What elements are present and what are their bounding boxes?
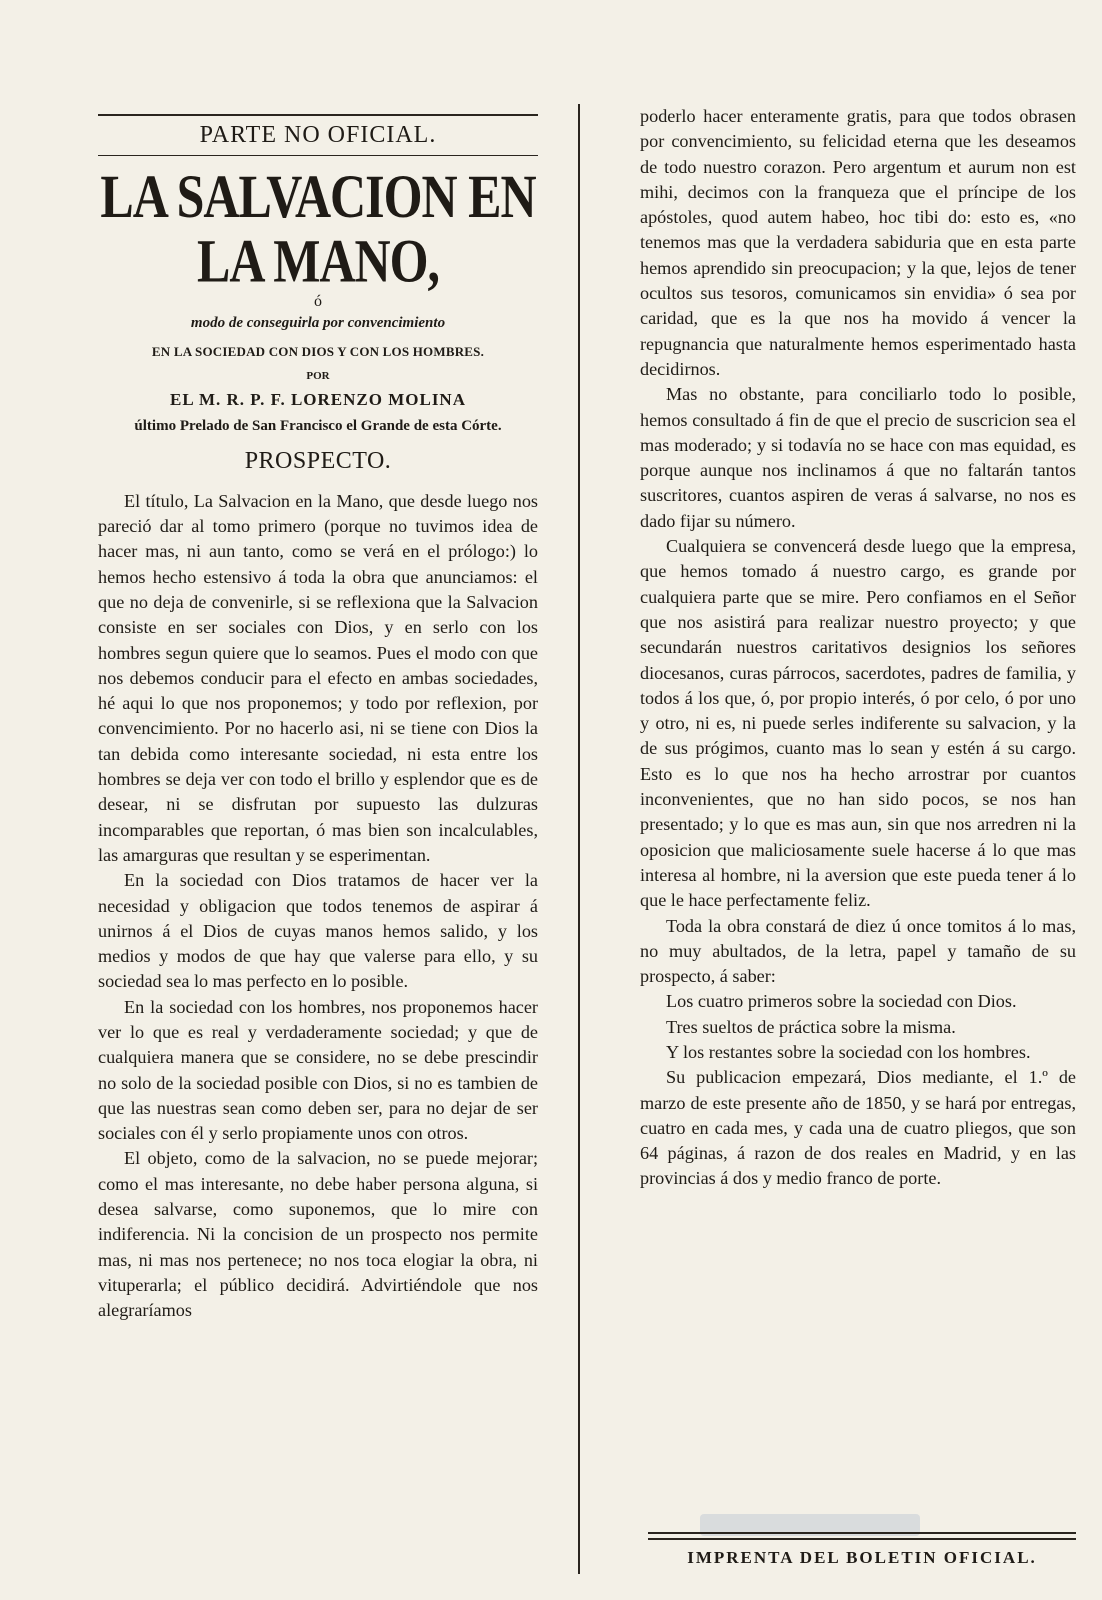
prospecto-heading: PROSPECTO. <box>244 447 392 474</box>
heading-rule <box>98 155 538 156</box>
paragraph: En la sociedad con Dios tratamos de hacer ver la necesidad y obligacion que todos tenemos de aspirar á unirnos á el Dios de cuyas manos hemos salido, y los medios y modos de que hay que valerse para ello, y su sociedad sea lo mas perfecto en lo posible. <box>98 870 538 992</box>
paragraph: Y los restantes sobre la sociedad con los hombres. <box>666 1041 1031 1062</box>
right-body <box>640 104 1076 1192</box>
section-heading: PARTE NO OFICIAL. <box>199 122 437 148</box>
right-column <box>640 104 1076 1192</box>
paragraph: El título, La Salvacion en la Mano, que desde luego nos pareció dar al tomo primero (porque no tuvimos idea de hacer mas, ni aun tanto, como se verá en el prólogo:) lo hemos hecho estensivo á toda la obra que anunciamos: el que no deja de convenirle, si se reflexiona que la Salvacion consiste en ser sociales con Dios, y en serlo con los hombres segun quiere que lo seamos. Pues el modo con que nos debemos conducir para el efecto en ambas sociedades, hé aqui lo que nos proponemos; y todo por reflexion, por convencimiento. Por no hacerlo asi, ni se tiene con Dios la tan debida como interesante sociedad, ni esta entre los hombres se deja ver con todo el brillo y esplendor que es de desear, ni se disfrutan por supuesto las dulzuras incomparables que reportan, ó mas bien son incalculables, las amarguras que resultan y se esperimentan. <box>98 490 538 865</box>
left-body <box>98 489 538 1324</box>
paragraph: Mas no obstante, para conciliarlo todo lo posible, hemos consultado á fin de que el precio de suscricion sea el mas moderado; y si todavía no se hace con mas equidad, es porque aunque nos inclinamos á que no faltarán tantos suscritores, cuantos aspiren de veras á salvarse, no nos es dado fijar su número. <box>640 384 1076 531</box>
footer-rule <box>648 1532 1076 1540</box>
paragraph: poderlo hacer enteramente gratis, para que todos obrasen por convencimiento, su felicidad eterna que les deseamos de todo nuestro corazon. Pero argentum et aurum non est mihi, decimos con la franqueza que el príncipe de los apóstoles, quod autem habeo, hoc tibi do: esto es, «no tenemos mas que la verdadera sabiduria que en esta parte hemos aprendido sin preocupacion; y la que, lejos de tener ocultos sus tesoros, comunicamos sin envidia» ó sea por caridad, que es la que nos ha movido á vencer la repugnancia que naturalmente hemos esperimentado hasta decidirnos. <box>640 106 1076 379</box>
paragraph: Tres sueltos de práctica sobre la misma. <box>666 1016 956 1037</box>
column-divider <box>578 104 580 1574</box>
subtitle: modo de conseguirla por convencimiento <box>190 315 446 331</box>
left-column <box>98 100 538 1324</box>
main-title: LA SALVACION EN LA MANO, <box>100 162 536 295</box>
top-rule <box>98 114 538 116</box>
paragraph: Los cuatro primeros sobre la sociedad con Dios. <box>666 991 1017 1012</box>
paragraph: Toda la obra constará de diez ú once tomitos á lo mas, no muy abultados, de la letra, papel y tamaño de su prospecto, á saber: <box>640 915 1076 987</box>
author-note: último Prelado de San Francisco el Grande de esta Córte. <box>134 418 502 434</box>
paragraph: Su publicacion empezará, Dios mediante, el 1.º de marzo de este presente año de 1850, y se hará por entregas, cuatro en cada mes, y cada una de cuatro pliegos, que son 64 páginas, á razon de dos reales en Madrid, y en las provincias á dos y medio franco de porte. <box>640 1067 1076 1189</box>
by-label: POR <box>306 370 330 382</box>
subtitle-secondary: EN LA SOCIEDAD CON DIOS Y CON LOS HOMBRES. <box>151 344 485 359</box>
author-name: EL M. R. P. F. LORENZO MOLINA <box>169 390 466 409</box>
imprint: IMPRENTA DEL BOLETIN OFICIAL. <box>687 1548 1037 1567</box>
paragraph: El objeto, como de la salvacion, no se puede mejorar; como el mas interesante, no debe haber persona alguna, si desea salvarse, como suponemos, que lo mire con indiferencia. Ni la concision de un prospecto nos permite mas, ni mas nos pertenece; no nos toca elogiar la obra, ni vituperarla; el público decidirá. Advirtiéndole que nos alegraríamos <box>98 1148 538 1321</box>
paragraph: Cualquiera se convencerá desde luego que la empresa, que hemos tomado á nuestro cargo, es grande por cualquiera parte que se mire. Pero confiamos en el Señor que nos asistirá para realizar nuestro proyecto; y que secundarán nuestros caritativos designios los señores diocesanos, curas párrocos, sacerdotes, padres de familia, y todos á los que, ó, por propio interés, ó por celo, ó por uno y otro, ni es, ni puede serles indiferente su salvacion, y la de sus prógimos, cuanto mas lo sean y estén á su cargo. Esto es lo que nos ha hecho arrostrar por cuantos inconvenientes, que no han sido pocos, se nos han presentado; y lo que es mas aun, sin que nos arredren ni la oposicion que maliciosamente suele hacerse á lo que mas interesa al hombre, ni la aversion que este pueda tener á lo que le hace perfectamente feliz. <box>640 536 1076 911</box>
title-connector: ó <box>314 293 322 310</box>
paragraph: En la sociedad con los hombres, nos proponemos hacer ver lo que es real y verdaderamente sociedad; y que de cualquiera manera que se considere, no se debe prescindir no solo de la sociedad posible con Dios, si no es tambien de que las nuestras sean como deben ser, para no dejar de ser sociales con él y serlo propiamente unos con otros. <box>98 996 538 1144</box>
